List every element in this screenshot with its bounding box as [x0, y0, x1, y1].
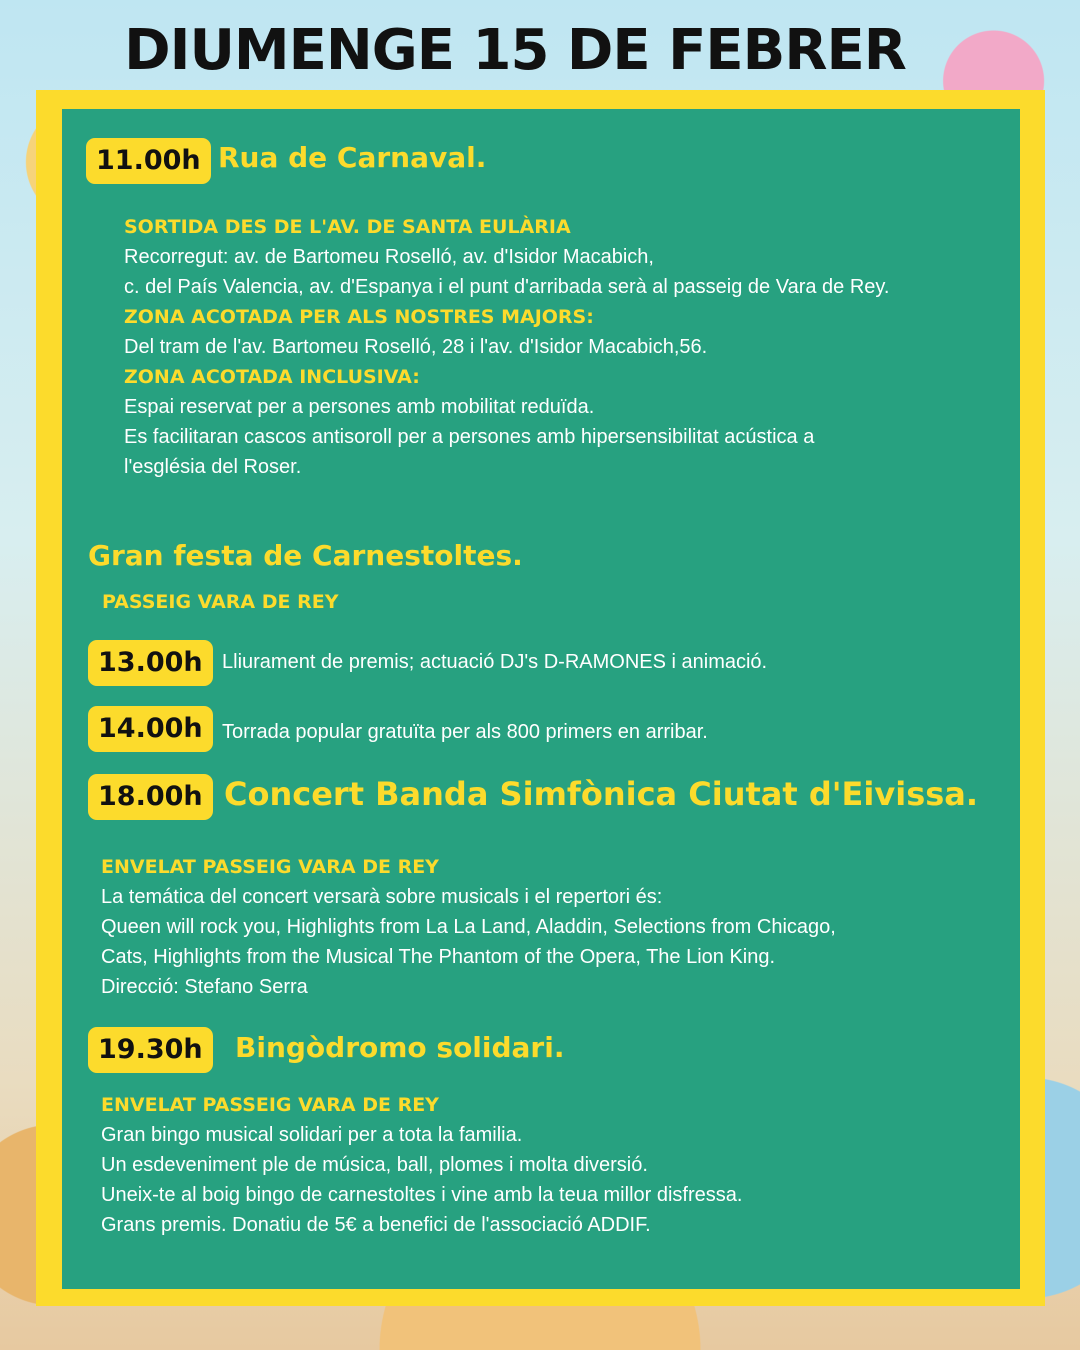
- detail-line: Grans premis. Donatiu de 5€ a benefici de l'associació ADDIF.: [101, 1214, 651, 1236]
- heading-rua: Rua de Carnaval.: [218, 141, 487, 174]
- detail-line: Cats, Highlights from the Musical The Phantom of the Opera, The Lion King.: [101, 946, 776, 968]
- rua-details: [124, 212, 890, 482]
- event-text-1300: Lliurament de premis; actuació DJ's D-RAMONES i animació.: [222, 651, 768, 673]
- heading-concert: Concert Banda Simfònica Ciutat d'Eivissa.: [224, 775, 979, 813]
- detail-line: Uneix-te al boig bingo de carnestoltes i vine amb la teua millor disfressa.: [101, 1184, 743, 1206]
- detail-line: Recorregut: av. de Bartomeu Roselló, av. d'Isidor Macabich,: [124, 246, 654, 268]
- detail-line: ENVELAT PASSEIG VARA DE REY: [101, 856, 439, 878]
- detail-line: Es facilitaran cascos antisoroll per a persones amb hipersensibilitat acústica a: [124, 426, 815, 448]
- detail-line: Queen will rock you, Highlights from La La Land, Aladdin, Selections from Chicago,: [101, 916, 836, 938]
- detail-line: La temática del concert versarà sobre musicals i el repertori és:: [101, 886, 663, 908]
- detail-line: ZONA ACOTADA PER ALS NOSTRES MAJORS:: [124, 306, 594, 328]
- time-badge-1300: 13.00h: [88, 640, 213, 686]
- time-badge-1400: 14.00h: [88, 706, 213, 752]
- heading-festa: Gran festa de Carnestoltes.: [88, 539, 523, 572]
- page-title: DIUMENGE 15 DE FEBRER: [124, 18, 906, 83]
- festa-location: PASSEIG VARA DE REY: [102, 591, 339, 613]
- heading-bingo: Bingòdromo solidari.: [235, 1031, 565, 1064]
- bingo-details: [101, 1090, 742, 1240]
- time-badge-rua: 11.00h: [86, 138, 211, 184]
- time-badge-1800: 18.00h: [88, 774, 213, 820]
- detail-line: Espai reservat per a persones amb mobilitat reduïda.: [124, 396, 595, 418]
- detail-line: SORTIDA DES DE L'AV. DE SANTA EULÀRIA: [124, 216, 571, 238]
- detail-line: l'església del Roser.: [124, 456, 302, 478]
- concert-details: [101, 852, 836, 1002]
- schedule-panel: [62, 109, 1020, 1289]
- detail-line: Un esdeveniment ple de música, ball, plomes i molta diversió.: [101, 1154, 648, 1176]
- detail-line: c. del País Valencia, av. d'Espanya i el punt d'arribada serà al passeig de Vara de Rey.: [124, 276, 890, 298]
- detail-line: ZONA ACOTADA INCLUSIVA:: [124, 366, 420, 388]
- detail-line: Gran bingo musical solidari per a tota la familia.: [101, 1124, 523, 1146]
- event-text-1400: Torrada popular gratuïta per als 800 primers en arribar.: [222, 721, 708, 743]
- detail-line: ENVELAT PASSEIG VARA DE REY: [101, 1094, 439, 1116]
- yellow-frame: [36, 90, 1045, 1306]
- time-badge-1930: 19.30h: [88, 1027, 213, 1073]
- detail-line: Del tram de l'av. Bartomeu Roselló, 28 i l'av. d'Isidor Macabich,56.: [124, 336, 708, 358]
- detail-line: Direcció: Stefano Serra: [101, 976, 308, 998]
